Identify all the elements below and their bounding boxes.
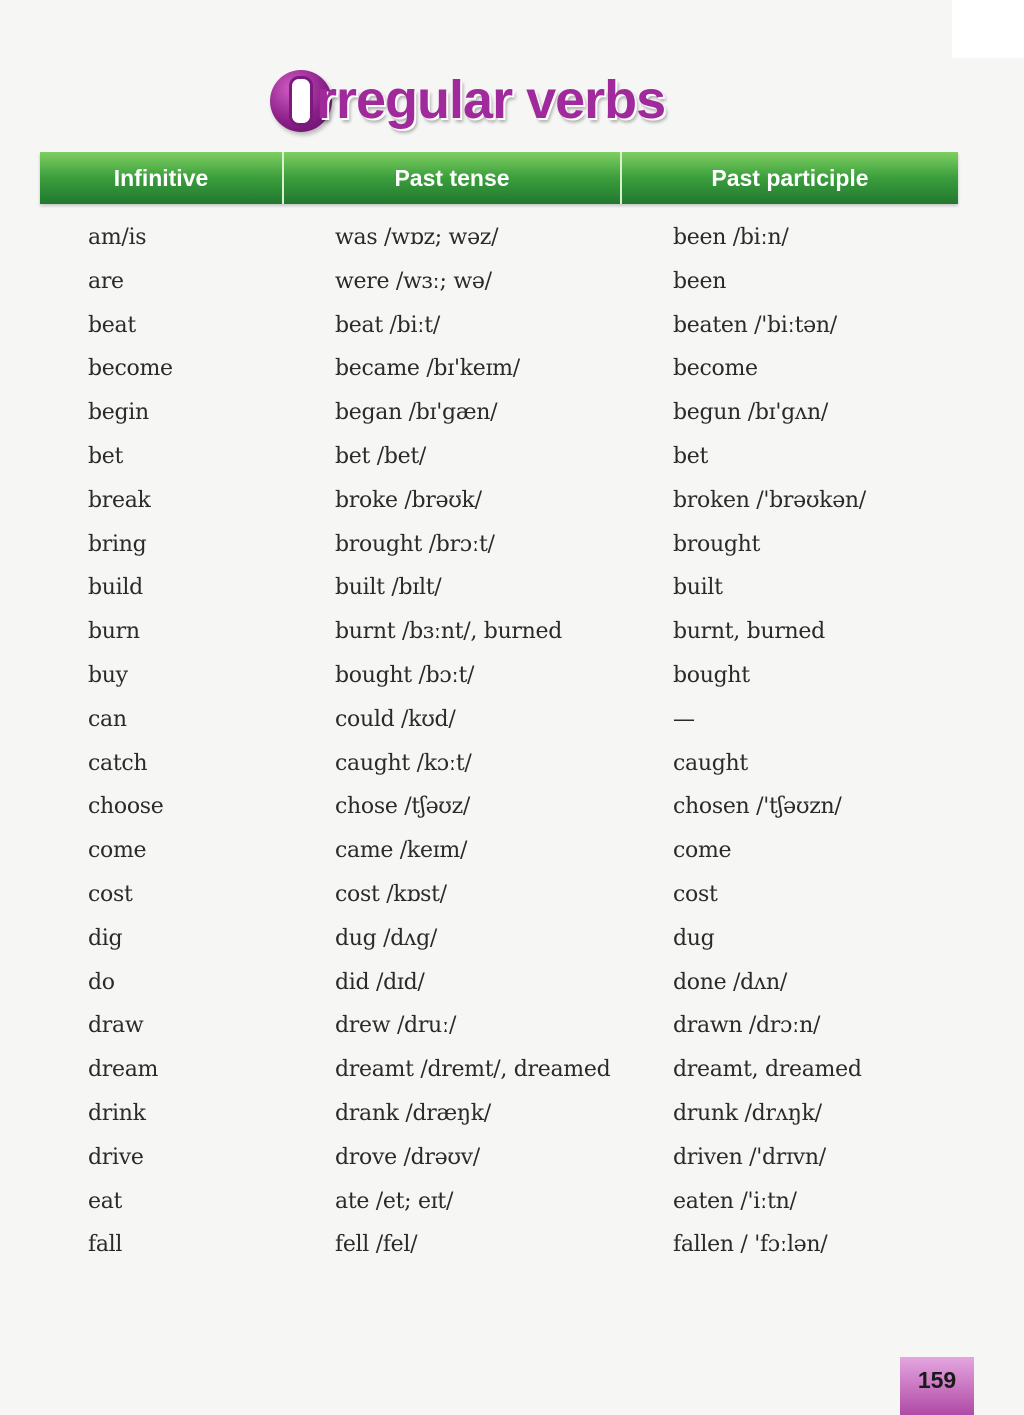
cell-past-participle: come xyxy=(673,838,732,864)
table-row xyxy=(0,435,1024,479)
cell-infinitive: come xyxy=(88,838,147,864)
table-row xyxy=(0,698,1024,742)
header-past-participle: Past participle xyxy=(711,164,869,191)
table-row xyxy=(0,1136,1024,1180)
cell-past-tense: dug /dʌg/ xyxy=(335,925,438,951)
cell-past-tense: drew /druː/ xyxy=(335,1013,457,1039)
table-row xyxy=(0,1180,1024,1224)
table-row xyxy=(0,829,1024,873)
cell-past-participle: burnt, burned xyxy=(673,619,825,645)
table-row xyxy=(0,610,1024,654)
cell-past-participle: built xyxy=(673,575,723,601)
cell-infinitive: am/is xyxy=(88,225,147,250)
cell-past-participle: chosen /'tʃəʊzn/ xyxy=(673,794,842,820)
cell-past-participle: done /dʌn/ xyxy=(673,969,788,995)
cell-past-tense: was /wɒz; wəz/ xyxy=(335,225,499,250)
cell-infinitive: choose xyxy=(88,794,164,820)
table-row xyxy=(0,1223,1024,1267)
table-row xyxy=(0,1048,1024,1092)
cell-past-participle: eaten /'iːtn/ xyxy=(673,1188,797,1214)
cell-infinitive: do xyxy=(88,969,115,995)
cell-past-tense: ate /et; eɪt/ xyxy=(335,1188,454,1214)
cell-past-tense: could /kʊd/ xyxy=(335,706,456,732)
cell-past-participle: dug xyxy=(673,925,715,951)
cell-past-tense: brought /brɔːt/ xyxy=(335,531,495,557)
cell-past-tense: began /bɪ'gæn/ xyxy=(335,400,498,426)
cell-past-tense: built /bɪlt/ xyxy=(335,575,442,601)
cell-infinitive: bring xyxy=(88,531,147,557)
cell-infinitive: break xyxy=(88,487,151,513)
cell-infinitive: draw xyxy=(88,1013,144,1039)
cell-past-participle: drawn /drɔːn/ xyxy=(673,1013,821,1039)
cell-past-participle: been /biːn/ xyxy=(673,225,789,250)
cell-past-tense: did /dɪd/ xyxy=(335,969,425,995)
cell-past-participle: beaten /'biːtən/ xyxy=(673,312,837,338)
cell-past-tense: came /keɪm/ xyxy=(335,838,468,864)
table-row xyxy=(0,479,1024,523)
cell-past-tense: were /wɜː; wə/ xyxy=(335,268,492,294)
title-badge-letter xyxy=(289,76,313,126)
table-row xyxy=(0,1004,1024,1048)
cell-past-participle: driven /'drɪvn/ xyxy=(673,1144,826,1170)
table-row xyxy=(0,260,1024,304)
cell-past-participle: drunk /drʌŋk/ xyxy=(673,1100,822,1126)
page-number: 159 xyxy=(900,1357,974,1415)
cell-infinitive: beat xyxy=(88,312,136,338)
cell-past-participle: fallen / 'fɔːlən/ xyxy=(673,1232,828,1258)
cell-past-tense: drove /drəʊv/ xyxy=(335,1144,480,1170)
cell-infinitive: buy xyxy=(88,662,128,688)
cell-past-participle: bought xyxy=(673,662,750,688)
cell-past-tense: drank /dræŋk/ xyxy=(335,1100,491,1126)
cell-infinitive: drink xyxy=(88,1100,146,1126)
table-row xyxy=(0,391,1024,435)
table-row xyxy=(0,304,1024,348)
cell-past-tense: caught /kɔːt/ xyxy=(335,750,472,776)
cell-infinitive: bet xyxy=(88,443,124,469)
page-corner xyxy=(952,0,1024,58)
cell-infinitive: burn xyxy=(88,619,140,645)
cell-past-tense: chose /tʃəʊz/ xyxy=(335,794,471,820)
cell-past-participle: become xyxy=(673,356,758,382)
cell-past-participle: bet xyxy=(673,443,709,469)
table-row xyxy=(0,917,1024,961)
cell-infinitive: cost xyxy=(88,881,133,907)
table-row xyxy=(0,1092,1024,1136)
table-row xyxy=(0,216,1024,260)
cell-past-tense: bought /bɔːt/ xyxy=(335,662,475,688)
cell-past-participle: caught xyxy=(673,750,748,776)
cell-infinitive: build xyxy=(88,575,143,601)
cell-infinitive: catch xyxy=(88,750,148,776)
table-row xyxy=(0,742,1024,786)
cell-past-tense: cost /kɒst/ xyxy=(335,881,447,907)
cell-infinitive: drive xyxy=(88,1144,144,1170)
cell-past-tense: burnt /bɜːnt/, burned xyxy=(335,619,563,645)
table-row xyxy=(0,523,1024,567)
cell-past-participle: been xyxy=(673,268,727,294)
cell-infinitive: become xyxy=(88,356,173,382)
cell-past-tense: dreamt /dremt/, dreamed xyxy=(335,1057,611,1083)
cell-infinitive: are xyxy=(88,268,124,294)
cell-infinitive: can xyxy=(88,706,127,732)
header-past-tense: Past tense xyxy=(284,152,622,204)
cell-past-participle: broken /'brəʊkən/ xyxy=(673,487,866,513)
table-row xyxy=(0,566,1024,610)
table-row xyxy=(0,961,1024,1005)
table-row xyxy=(0,785,1024,829)
cell-infinitive: eat xyxy=(88,1188,123,1214)
cell-infinitive: dream xyxy=(88,1057,159,1083)
cell-past-participle: dreamt, dreamed xyxy=(673,1057,862,1083)
cell-past-tense: fell /fel/ xyxy=(335,1232,418,1258)
page-title xyxy=(270,62,750,142)
cell-past-participle: brought xyxy=(673,531,761,557)
cell-past-tense: beat /biːt/ xyxy=(335,312,440,338)
verb-table xyxy=(0,216,1024,1267)
cell-past-participle: — xyxy=(673,706,695,732)
table-header xyxy=(40,152,958,204)
cell-past-participle: begun /bɪ'gʌn/ xyxy=(673,400,828,426)
cell-past-tense: became /bɪ'keɪm/ xyxy=(335,356,520,382)
title-text: rregular verbs xyxy=(316,70,666,130)
table-row xyxy=(0,873,1024,917)
cell-infinitive: fall xyxy=(88,1232,123,1258)
cell-past-tense: bet /bet/ xyxy=(335,443,427,469)
cell-infinitive: dig xyxy=(88,925,123,951)
header-infinitive: Infinitive xyxy=(40,152,284,204)
table-row xyxy=(0,347,1024,391)
cell-infinitive: begin xyxy=(88,400,149,426)
table-row xyxy=(0,654,1024,698)
cell-past-tense: broke /brəʊk/ xyxy=(335,487,482,513)
cell-past-participle: cost xyxy=(673,881,718,907)
